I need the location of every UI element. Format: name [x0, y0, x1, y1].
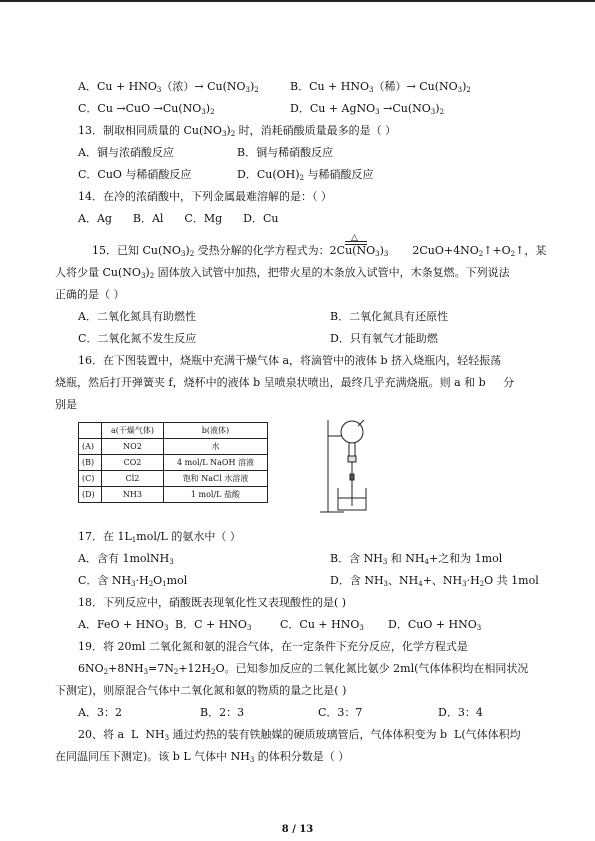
table-cell: [79, 423, 102, 439]
q18-option-c: C．$Cu + HNO_3$: [280, 618, 364, 632]
table-row: [79, 471, 268, 487]
table-cell: NH3: [102, 487, 164, 503]
q13-option-d: D．$Cu(OH)_2$ 与稀硝酸反应: [237, 168, 374, 182]
table-header: a(干燥气体): [102, 423, 164, 439]
q13-option-c: C．CuO 与稀硝酸反应: [78, 168, 192, 181]
q19-option-a: A．3：2: [78, 706, 122, 719]
table-cell: (D): [79, 487, 102, 503]
q12-option-c: C．$Cu \to CuO \to Cu(NO_3)_2$: [78, 102, 215, 116]
q18-stem: 18．下列反应中，硝酸既表现氧化性又表现酸性的是( ): [78, 596, 347, 609]
q13-stem: 13．制取相同质量的 $Cu(NO_3)_2$ 时，消耗硝酸质量最多的是（ ）: [78, 124, 397, 138]
q13-option-b: B．铜与稀硝酸反应: [237, 146, 334, 159]
spring-clip: [350, 474, 354, 480]
q19-line-3: 下测定)，则原混合气体中二氧化氮和氨的物质的量之比是( ): [55, 684, 347, 697]
q15-option-b: B．二氧化氮具有还原性: [330, 310, 449, 323]
q17-stem: 17．在 $1L_1mol/L$ 的氨水中（ ）: [78, 530, 241, 544]
fountain-apparatus-diagram: [318, 414, 398, 516]
q19-option-c: C．3：7: [318, 706, 363, 719]
q20-line-1: 20、将 a L $NH_3$ 通过灼热的装有铁触媒的硬质玻璃管后，气体体积变为 b L(气体体积均: [78, 728, 521, 742]
q15-line-1: 15．已知 $Cu(NO_3)_2$ 受热分解的化学方程式为：$2Cu(NO_3)_3$ $2CuO+4NO_2↑+O_2↑$，某: [92, 244, 547, 258]
q19-option-b: B．2：3: [200, 706, 245, 719]
table-cell: 饱和 NaCl 水溶液: [163, 471, 267, 487]
table-cell: 4 mol/L NaOH 溶液: [163, 455, 267, 471]
q17-option-b: B．含 $NH_3$ 和 $NH_4+$之和为 1mol: [330, 552, 503, 566]
q15-line-3: 正确的是（ ）: [55, 288, 125, 301]
table-cell: NO2: [102, 439, 164, 455]
q17-option-c: C．含 $NH_3\cdot H_2O_1mol$: [78, 574, 188, 588]
q17-option-a: A．含有 1molNH$_3$: [78, 552, 174, 566]
top-rule: [0, 0, 595, 2]
equation-bar: [345, 241, 367, 242]
table-row: [79, 439, 268, 455]
q16-line-2: 烧瓶，然后打开弹簧夹 f，烧杯中的液体 b 呈喷泉状喷出，最终几乎充满烧瓶。则 a 和 b 分: [55, 376, 515, 389]
q18-option-d: D．CuO + $HNO_3$: [388, 618, 482, 632]
q19-line-1: 19．将 20ml 二氧化氮和氨的混合气体，在一定条件下充分反应，化学方程式是: [78, 640, 468, 653]
q14-stem: 14．在冷的浓硝酸中，下列金属最难溶解的是：（ ）: [78, 190, 332, 203]
stopper: [348, 456, 356, 462]
q15-line-2: 人将少量 $Cu(NO_3)_2$ 固体放入试管中加热，把带火星的木条放入试管中，木条复燃。下列说法: [55, 266, 510, 280]
q15-option-d: D．只有氧气才能助燃: [330, 332, 438, 345]
table-cell: (A): [79, 439, 102, 455]
page-number: 8 / 13: [281, 824, 314, 835]
q15-option-a: A．二氧化氮具有助燃性: [78, 310, 196, 323]
table-cell: CO2: [102, 455, 164, 471]
q19-option-d: D．3：4: [438, 706, 483, 719]
q12-option-b: B．$Cu + HNO_3$（稀）→ $Cu(NO_3)_2$: [290, 80, 471, 94]
q18-option-b: B．$C + HNO_3$: [175, 618, 252, 632]
q12-option-a: A．$Cu + HNO_3$（浓）→ $Cu(NO_3)_2$: [78, 80, 259, 94]
q19-line-2: $6NO_2+8NH_3=7N_2+12H_2O$。已知参加反应的二氧化氮比氨少 2ml(气体体积均在相同状况: [78, 662, 529, 676]
table-cell: 水: [163, 439, 267, 455]
q18-option-a: A．FeO + $HNO_3$: [78, 618, 169, 632]
q17-option-d: D．含 $NH_3$、$NH_4+$、$NH_3\cdot H_2O$ 共 1mol: [330, 574, 539, 588]
table-row: [79, 455, 268, 471]
heat-triangle-icon: △: [351, 233, 358, 243]
table-header-row: [79, 423, 268, 439]
q13-option-a: A．铜与浓硝酸反应: [78, 146, 174, 159]
q16-line-1: 16．在下图装置中，烧瓶中充满干燥气体 a，将滴管中的液体 b 挤入烧瓶内，轻轻振荡: [78, 354, 502, 367]
table-row: [79, 487, 268, 503]
q16-line-3: 别是: [55, 398, 77, 411]
table-cell: 1 mol/L 盐酸: [163, 487, 267, 503]
table-cell: (C): [79, 471, 102, 487]
table-header: b(液体): [163, 423, 267, 439]
table-cell: (B): [79, 455, 102, 471]
q15-option-c: C．二氧化氮不发生反应: [78, 332, 197, 345]
q12-option-d: D．Cu + AgNO$_3$ $\to Cu(NO_3)_2$: [290, 102, 445, 116]
table-cell: Cl2: [102, 471, 164, 487]
q14-options: A．Ag B．Al C．Mg D．Cu: [78, 212, 279, 225]
q16-table: [78, 422, 268, 503]
q20-line-2: 在同温同压下测定)。该 b L 气体中 $NH_3$ 的体积分数是（ ）: [55, 750, 350, 764]
